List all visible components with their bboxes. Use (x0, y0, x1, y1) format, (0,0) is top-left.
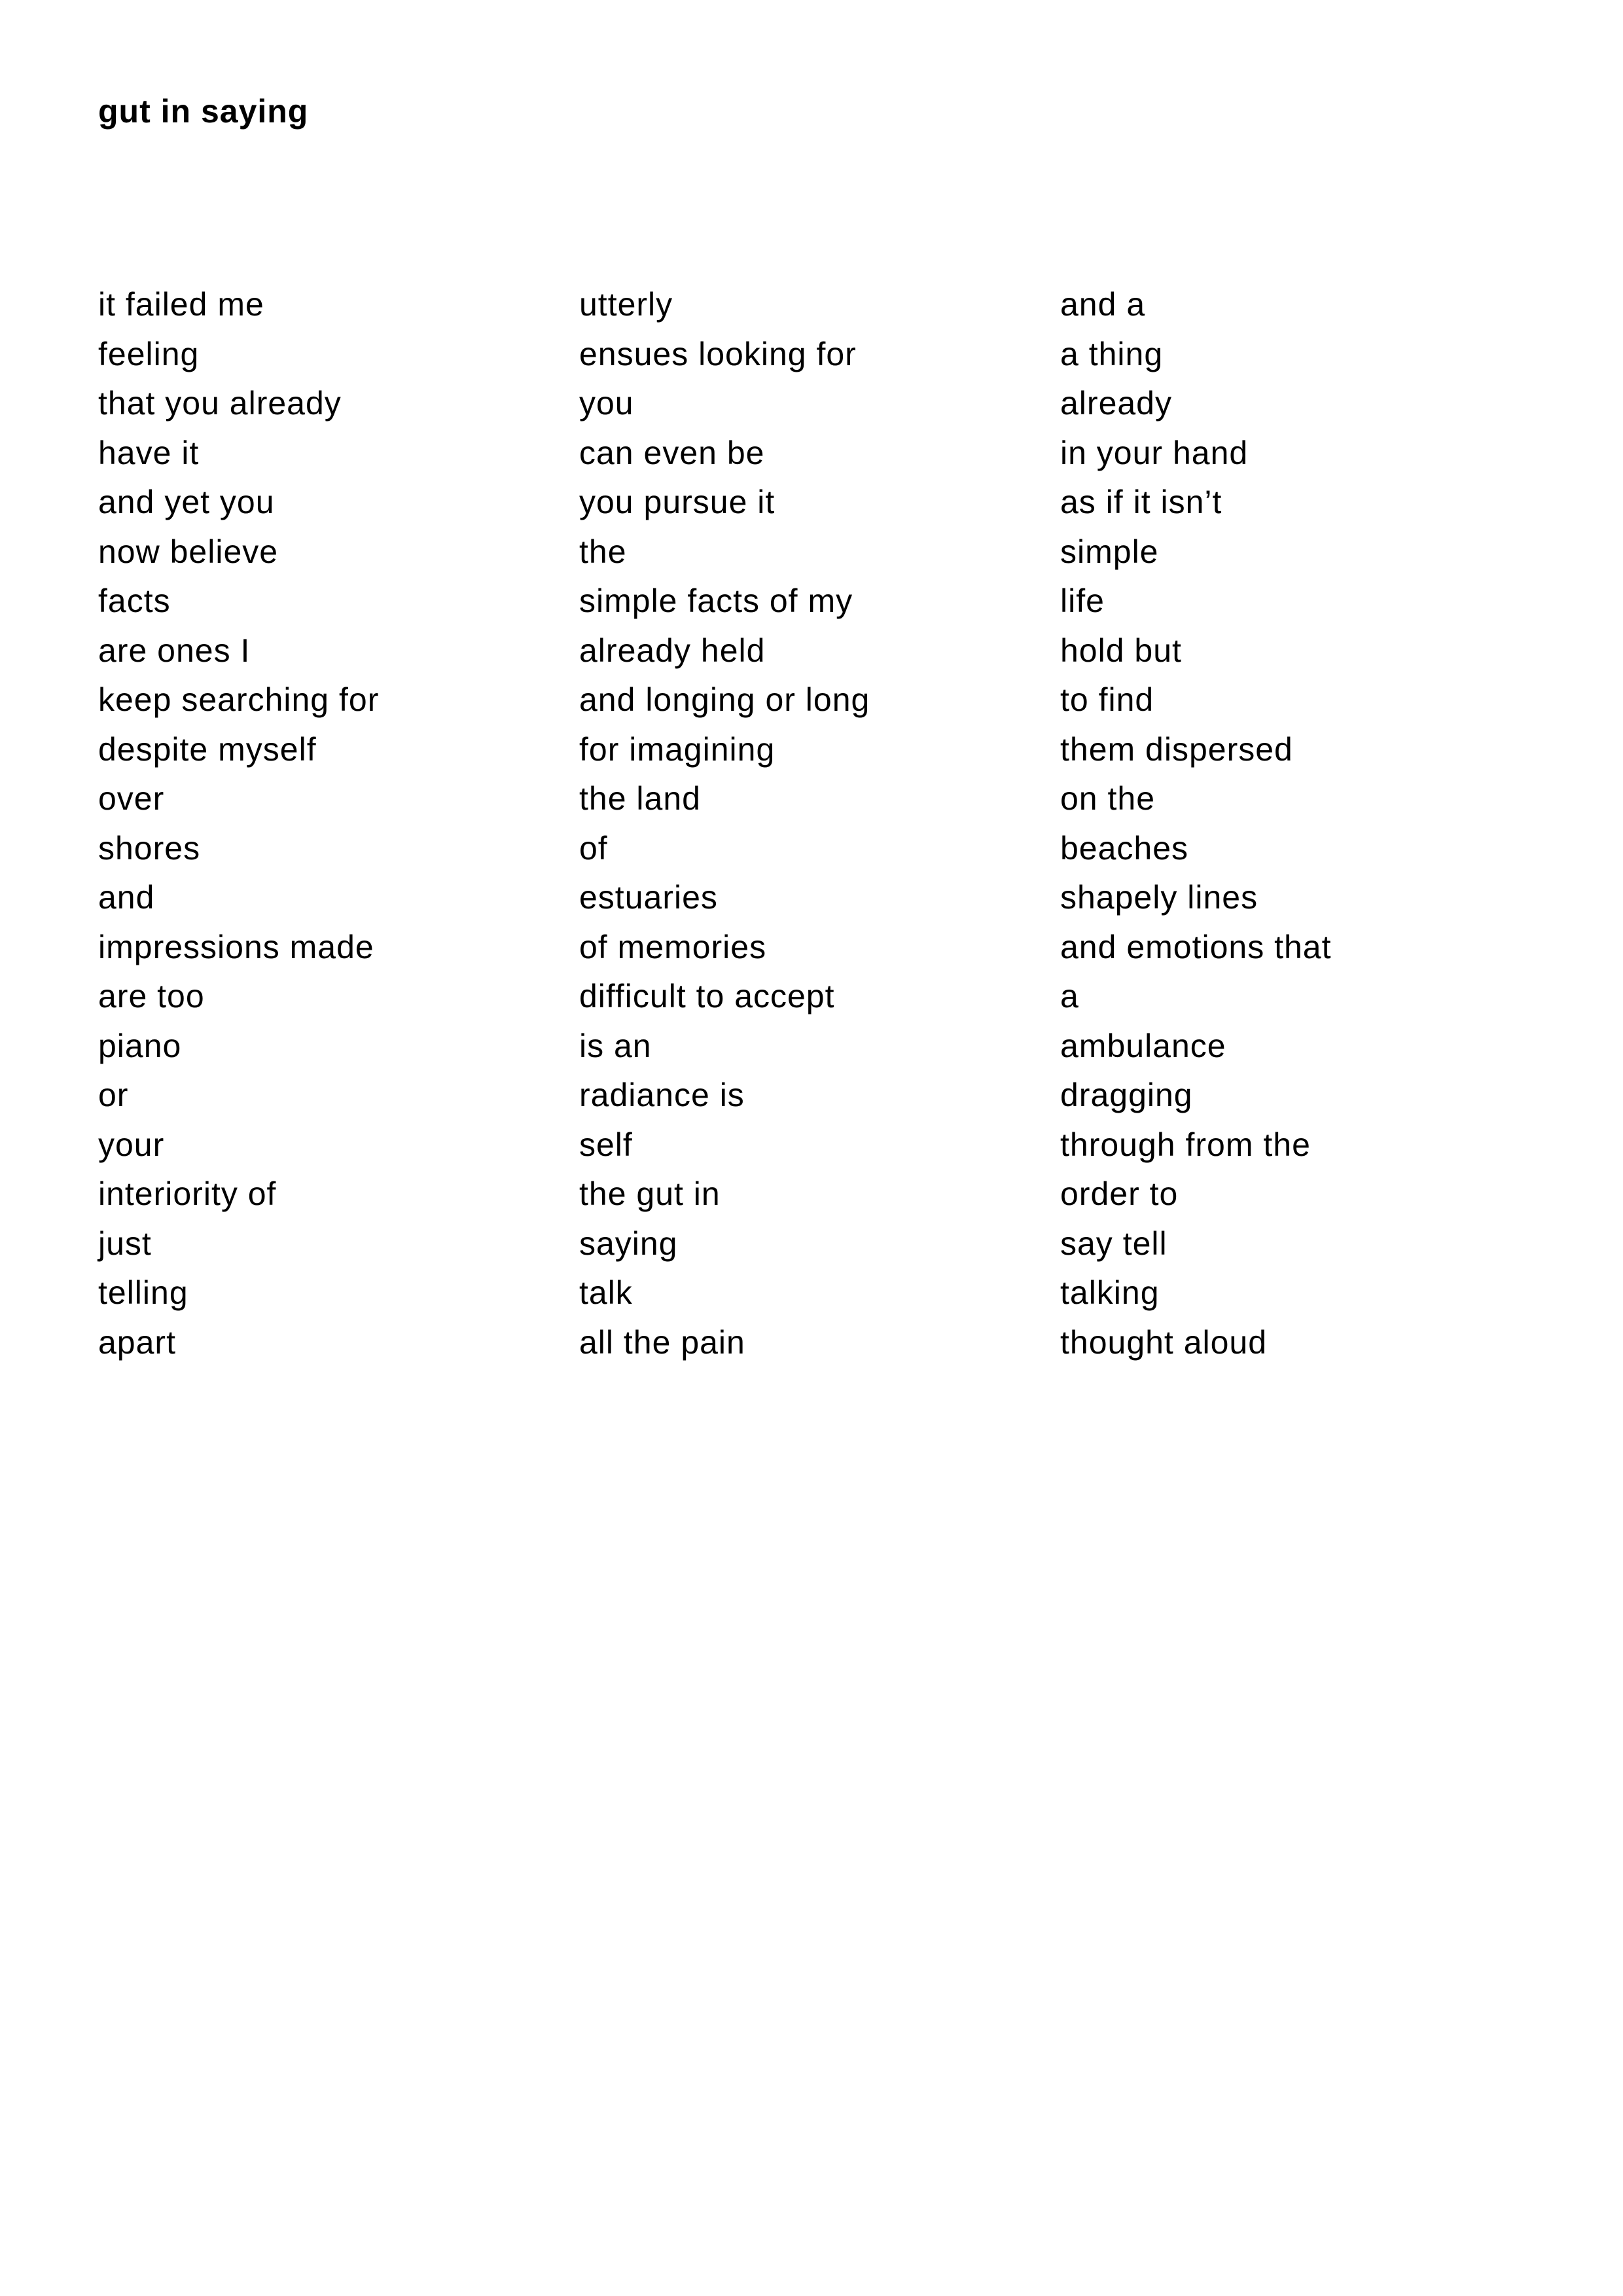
poem-line: keep searching for (98, 681, 380, 718)
poem-line: on the (1060, 780, 1156, 817)
poem-line: you pursue it (579, 484, 776, 520)
poem-line: interiority of (98, 1175, 277, 1212)
poem-line: over (98, 780, 165, 817)
poem-column-3 (1060, 280, 1332, 1367)
poem-line: is an (579, 1027, 652, 1064)
page-title: gut in saying (98, 93, 309, 130)
poem-line: all the pain (579, 1323, 745, 1361)
poem-line: a (1060, 978, 1079, 1014)
poem-line: life (1060, 583, 1105, 619)
poem-line: you (579, 385, 634, 422)
poem-line: shores (98, 829, 201, 867)
poem-line: as if it isn’t (1060, 484, 1222, 520)
poem-line: piano (98, 1027, 182, 1064)
poem-line: for imagining (579, 730, 776, 768)
poem-line: talk (579, 1274, 633, 1311)
poem-line: it failed me (98, 286, 264, 323)
poem-line: feeling (98, 335, 200, 372)
poem-line: have it (98, 434, 200, 471)
poem-line: radiance is (579, 1077, 745, 1113)
poem-line: shapely lines (1060, 879, 1258, 916)
poem-line: estuaries (579, 879, 718, 916)
poem-line: your (98, 1126, 165, 1163)
poem-line: self (579, 1126, 633, 1163)
poem-line: and emotions that (1060, 928, 1332, 965)
poem-line: the (579, 533, 627, 570)
poem-line: just (98, 1225, 152, 1262)
poem-line: beaches (1060, 829, 1189, 867)
poem-line: and a (1060, 286, 1146, 323)
poem-line: a thing (1060, 335, 1164, 372)
poem-line: or (98, 1077, 129, 1113)
poem-line: them dispersed (1060, 730, 1293, 768)
poem-line: the gut in (579, 1175, 721, 1212)
poem-line: to find (1060, 681, 1154, 718)
poem-line: in your hand (1060, 434, 1249, 471)
poem-line: through from the (1060, 1126, 1311, 1163)
poem-line: order to (1060, 1175, 1179, 1212)
poem-line: can even be (579, 434, 765, 471)
poem-line: simple (1060, 533, 1159, 570)
poem-line: telling (98, 1274, 188, 1311)
poem-line: say tell (1060, 1225, 1168, 1262)
poem-line: dragging (1060, 1077, 1193, 1113)
poem-line: difficult to accept (579, 978, 835, 1014)
poem-line: and yet you (98, 484, 275, 520)
poem-line: and longing or long (579, 681, 870, 718)
poem-line: ensues looking for (579, 335, 857, 372)
poem-line: the land (579, 780, 701, 817)
poem-line: are ones I (98, 632, 251, 669)
poem-line: thought aloud (1060, 1323, 1268, 1361)
poem-line: already held (579, 632, 766, 669)
poem-line: now believe (98, 533, 279, 570)
poem-line: utterly (579, 286, 673, 323)
poem-line: and (98, 879, 155, 916)
poem-line: apart (98, 1323, 176, 1361)
poem-line: ambulance (1060, 1027, 1226, 1064)
poem-line: impressions made (98, 928, 374, 965)
poem-line: of memories (579, 928, 767, 965)
poem-line: hold but (1060, 632, 1182, 669)
poem-line: that you already (98, 385, 342, 422)
poem-line: already (1060, 385, 1172, 422)
poem-line: talking (1060, 1274, 1160, 1311)
poem-line: despite myself (98, 730, 317, 768)
poem-column-2 (579, 280, 870, 1367)
poem-line: facts (98, 583, 171, 619)
poem-line: of (579, 829, 608, 867)
poem-line: saying (579, 1225, 678, 1262)
poem-line: are too (98, 978, 205, 1014)
poem-column-1 (98, 280, 379, 1367)
poem-line: simple facts of my (579, 583, 853, 619)
